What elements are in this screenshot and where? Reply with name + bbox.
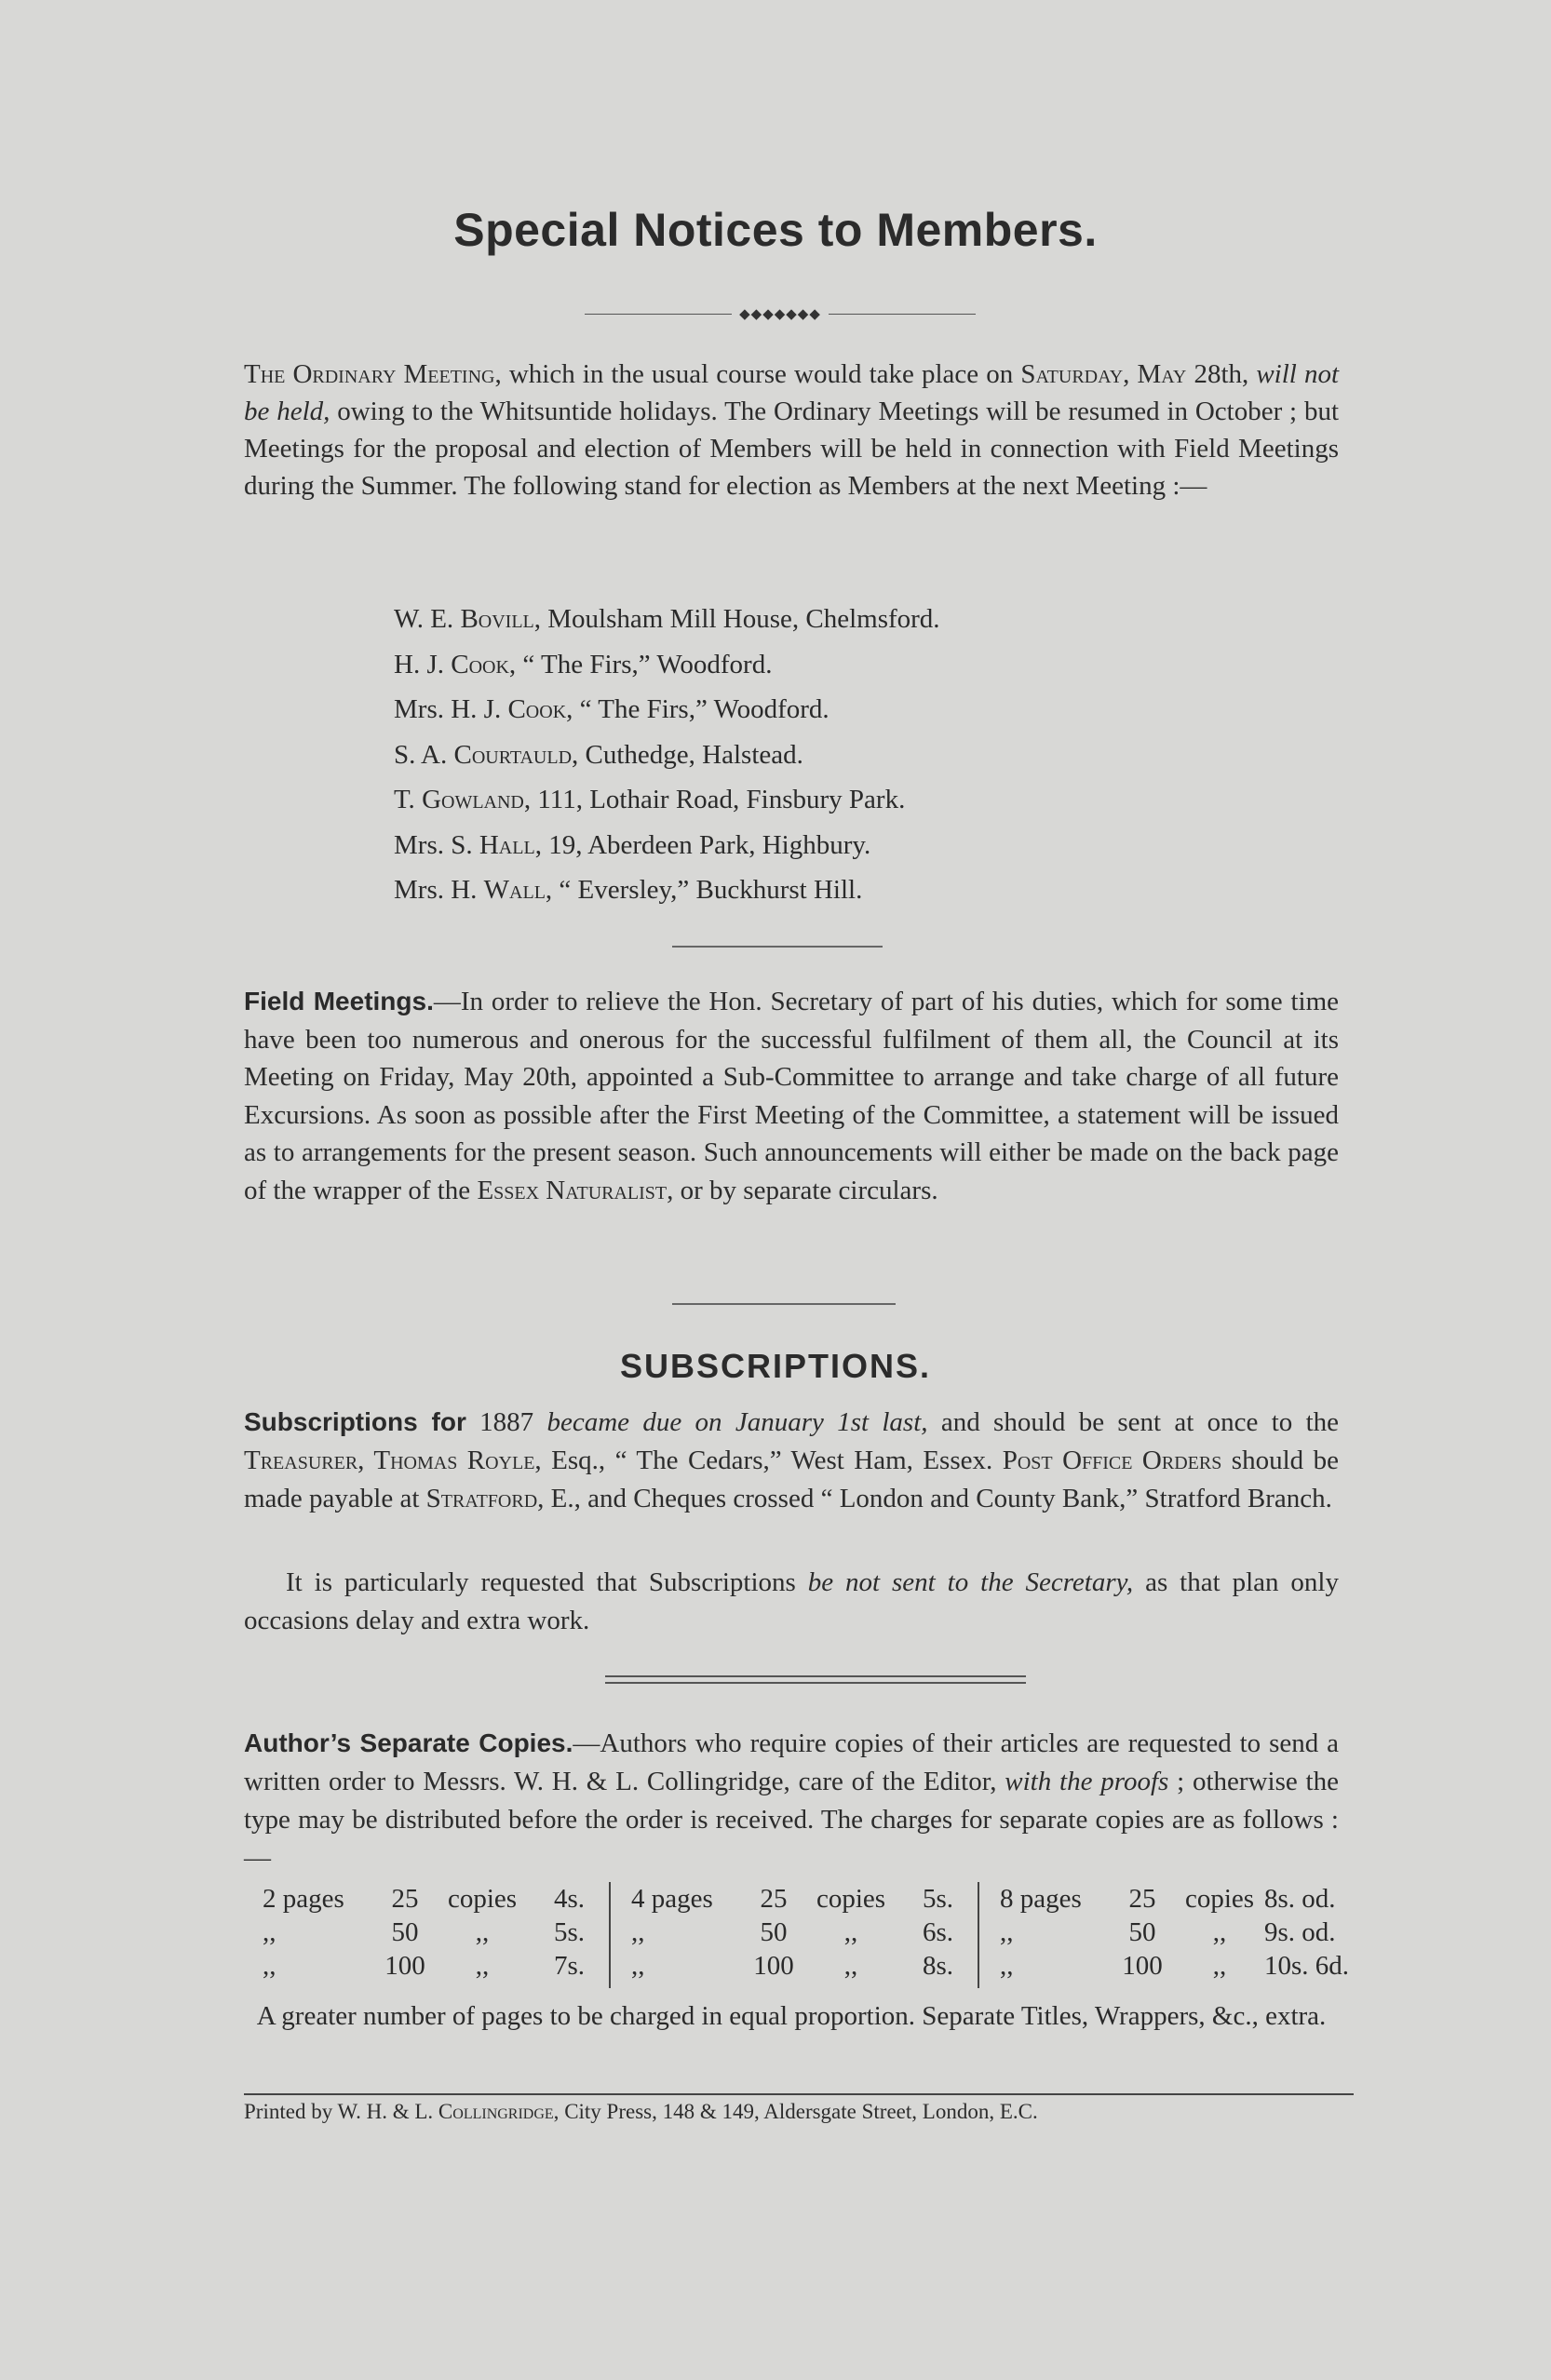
field-text-1: —In order to relieve the Hon. Secretary of part of his duties, which for some time have been too numerous and onerous for the successful fulfilment of them all, the Council at its Meeting on Friday, May 20th, appointed a Sub-Committee to arrange and take charge of all future Excursions. As soon as possible after the First Meeting of the Committee, a statement will be issued as to arrangements for the present season. Such announcements will either be made on the back page of the wrapper of the xyxy=(244,987,1339,1205)
subscriptions-heading: SUBSCRIPTIONS. xyxy=(619,1347,932,1385)
ordinary-meeting-notice xyxy=(244,356,1339,504)
authors-text-1: —Authors who require copies of their articles are requested to send a written order to Messrs. W. H. & L. Collingridge, care of the Editor, xyxy=(244,1728,1339,1796)
price-cell: 50 xyxy=(1128,1917,1156,1947)
subs-text-4: should be made payable at xyxy=(244,1445,1339,1513)
member-surname: Gowland xyxy=(422,785,524,814)
member-address: , 111, Lothair Road, Finsbury Park. xyxy=(523,785,906,814)
price-column xyxy=(257,1882,609,1988)
price-cell: 100 xyxy=(753,1951,794,1981)
field-journal-name: Essex Naturalist, xyxy=(477,1175,674,1205)
price-cell: 8s. od. xyxy=(1264,1884,1336,1914)
price-row xyxy=(263,1882,603,1916)
price-cell: ,, xyxy=(843,1951,858,1981)
double-rule-divider xyxy=(605,1675,1026,1688)
field-text-2: or by separate circulars. xyxy=(673,1175,938,1205)
subs-stratford: Stratford, xyxy=(425,1484,545,1513)
imprint-printer: Collingridge, xyxy=(438,2100,560,2123)
ordinary-text-3: owing to the Whitsuntide holidays. The Ordinary Meetings will be resumed in October ; but Meetings for the proposal and election of Members will be held in connection with Field Meetings during the Summer. The following stand for election as Members at the next Meeting :— xyxy=(244,397,1340,501)
price-cell: 8 pages xyxy=(1000,1884,1082,1914)
price-cell: 9s. od. xyxy=(1264,1917,1336,1947)
subscriptions-request xyxy=(244,1564,1339,1640)
diamond-ornament-icon: ◆◆◆◆◆◆◆ xyxy=(739,306,821,322)
member-address: , “ The Firs,” Woodford. xyxy=(508,649,773,679)
member-surname: Cook xyxy=(507,694,567,724)
price-cell: ,, xyxy=(1212,1917,1227,1947)
member-initials: Mrs. S. xyxy=(394,829,479,860)
price-row xyxy=(1000,1916,1341,1949)
price-cell: 2 pages xyxy=(263,1884,344,1914)
price-cell: ,, xyxy=(1000,1917,1014,1947)
price-cell: copies xyxy=(816,1884,886,1914)
section-divider xyxy=(672,1303,896,1305)
subscriptions-lead: Subscriptions for xyxy=(244,1407,466,1436)
imprint-text-2: City Press, 148 & 149, Aldersgate Street, London, E.C. xyxy=(559,2100,1038,2123)
member-initials: T. xyxy=(394,785,423,814)
printer-imprint xyxy=(244,2100,1361,2124)
subs-post-office: Post Office Orders xyxy=(1002,1445,1222,1475)
subs-text-3: Esq., “ The Cedars,” West Ham, Essex. xyxy=(541,1445,1003,1475)
price-row xyxy=(263,1949,603,1983)
price-cell: ,, xyxy=(631,1951,645,1981)
request-text-1: It is particularly requested that Subscriptions xyxy=(286,1567,808,1597)
member-initials: S. A. xyxy=(394,739,454,770)
author-copies-lead: Author’s Separate Copies. xyxy=(244,1728,573,1757)
member-surname: Wall xyxy=(483,875,546,905)
title-ornament xyxy=(585,300,976,328)
price-cell: ,, xyxy=(263,1917,276,1947)
member-address: , 19, Aberdeen Park, Highbury. xyxy=(534,829,871,860)
subs-text-1: 1887 xyxy=(465,1407,547,1437)
price-row xyxy=(631,1882,972,1916)
author-copies-notice xyxy=(244,1724,1339,1877)
field-meetings-notice xyxy=(244,983,1339,1209)
authors-emphasis: with the proofs xyxy=(1005,1767,1169,1796)
section-divider xyxy=(672,946,883,948)
member-address: , Cuthedge, Halstead. xyxy=(572,739,803,770)
price-cell: 25 xyxy=(760,1884,788,1914)
price-cell: 8s. xyxy=(922,1951,953,1981)
ordinary-lead: The Ordinary Meeting, xyxy=(244,359,502,389)
price-column xyxy=(978,1882,1350,1988)
member-candidates-list xyxy=(394,597,940,913)
field-meetings-lead: Field Meetings. xyxy=(244,987,434,1015)
subs-treasurer: Treasurer, Thomas Royle, xyxy=(244,1445,542,1475)
ornament-rule-right xyxy=(829,314,976,315)
price-column xyxy=(609,1882,978,1988)
member-entry xyxy=(394,733,940,778)
request-emphasis: be not sent to the Secretary, xyxy=(807,1567,1134,1597)
ordinary-emphasis: will not be held, xyxy=(244,359,1340,426)
price-cell: 5s. xyxy=(553,1917,585,1947)
member-entry xyxy=(394,597,940,642)
member-initials: H. J. xyxy=(394,649,452,679)
price-row xyxy=(631,1916,972,1949)
price-cell: copies xyxy=(447,1884,518,1914)
member-surname: Courtauld xyxy=(453,739,573,770)
price-cell: 25 xyxy=(391,1884,419,1914)
price-cell: ,, xyxy=(843,1917,858,1947)
imprint-text-1: Printed by W. H. & L. xyxy=(244,2100,438,2123)
price-row xyxy=(263,1916,603,1949)
price-cell: copies xyxy=(1184,1884,1255,1914)
price-cell: 6s. xyxy=(922,1917,953,1947)
price-cell: ,, xyxy=(475,1917,490,1947)
member-entry xyxy=(394,642,940,688)
subs-text-5: E., and Cheques crossed “ London and County Bank,” Stratford Branch. xyxy=(544,1484,1332,1513)
price-cell: 50 xyxy=(760,1917,788,1947)
price-cell: ,, xyxy=(1212,1951,1227,1981)
subscriptions-notice xyxy=(244,1403,1339,1518)
price-cell: 7s. xyxy=(553,1951,585,1981)
price-row xyxy=(1000,1882,1341,1916)
price-cell: 100 xyxy=(1122,1951,1163,1981)
price-cell: ,, xyxy=(631,1917,645,1947)
ordinary-date-sc: Saturday, May xyxy=(1020,359,1187,389)
member-initials: Mrs. H. J. xyxy=(394,694,508,724)
price-cell: 4s. xyxy=(553,1884,585,1914)
footer-rule xyxy=(244,2093,1354,2095)
price-cell: 5s. xyxy=(922,1884,953,1914)
ordinary-text-2: 28th, xyxy=(1186,359,1257,389)
closing-note: A greater number of pages to be charged in equal proportion. Separate Titles, Wrappers, &c., extra. xyxy=(256,2001,1327,2031)
price-cell: ,, xyxy=(263,1951,276,1981)
page-title: Special Notices to Members. xyxy=(453,204,1098,256)
request-text-2: as that plan only occasions delay and extra work. xyxy=(244,1567,1339,1635)
member-address: , Moulsham Mill House, Chelmsford. xyxy=(533,604,940,634)
price-cell: 10s. 6d. xyxy=(1264,1951,1350,1981)
member-surname: Hall xyxy=(479,829,535,860)
price-cell: 100 xyxy=(384,1951,425,1981)
member-initials: Mrs. H. xyxy=(394,875,484,905)
authors-text-2: ; otherwise the type may be distributed before the order is received. The charges for separate copies are as follows :— xyxy=(244,1767,1339,1873)
subs-due-emphasis: became due on January 1st last, xyxy=(546,1407,928,1437)
member-address: , “ The Firs,” Woodford. xyxy=(566,694,829,724)
price-cell: 25 xyxy=(1128,1884,1156,1914)
member-surname: Bovill xyxy=(460,604,534,634)
member-entry xyxy=(394,867,940,913)
member-entry xyxy=(394,687,940,733)
price-cell: 50 xyxy=(391,1917,419,1947)
price-cell: 4 pages xyxy=(631,1884,713,1914)
member-initials: W. E. xyxy=(394,604,461,634)
ornament-rule-left xyxy=(585,314,732,315)
member-surname: Cook xyxy=(451,649,509,679)
subs-text-2: and should be sent at once to the xyxy=(927,1407,1340,1437)
copy-prices-table xyxy=(257,1882,1350,1988)
price-cell: ,, xyxy=(475,1951,490,1981)
member-entry xyxy=(394,777,940,823)
price-row xyxy=(1000,1949,1350,1983)
member-entry xyxy=(394,823,940,868)
member-address: , “ Eversley,” Buckhurst Hill. xyxy=(545,875,863,905)
price-row xyxy=(631,1949,972,1983)
ordinary-text-1: which in the usual course would take place on xyxy=(501,359,1021,389)
price-cell: ,, xyxy=(1000,1951,1014,1981)
